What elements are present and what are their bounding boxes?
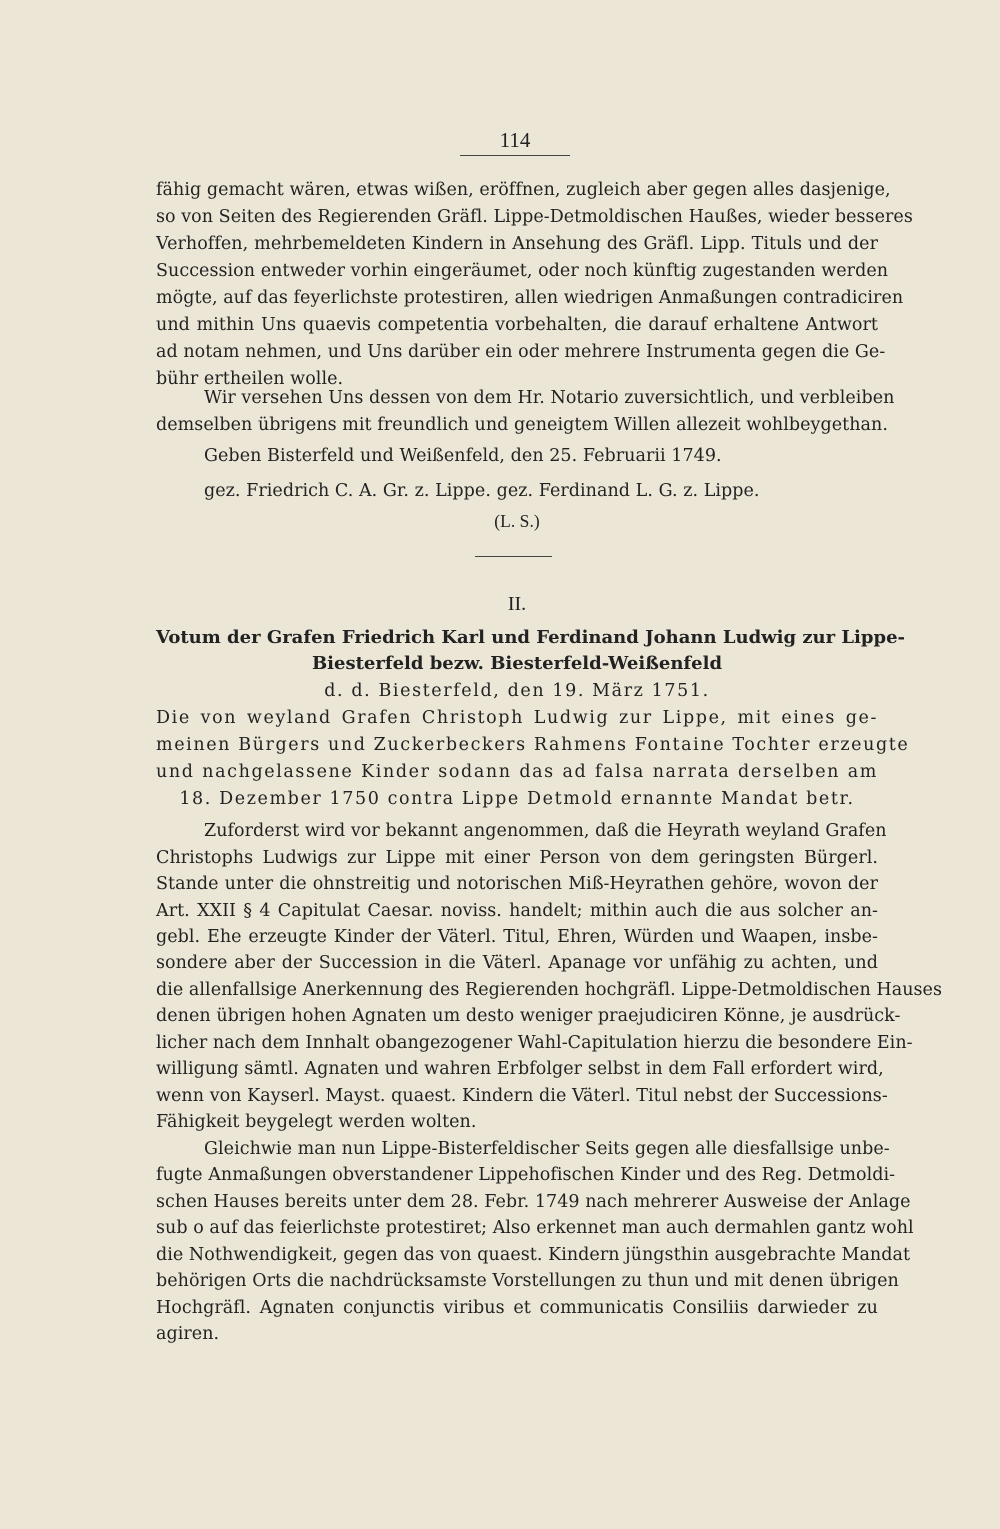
text-line: mögte, auf das feyerlichste protestiren, allen wiedrigen Anmaßungen contradiciren [156,288,904,308]
text-line: fähig gemacht wären, etwas wißen, eröffnen, zugleich aber gegen alles dasjenige, [156,180,891,200]
text-line: schen Hauses bereits unter dem 28. Febr. 1749 nach mehrerer Ausweise der Anlage [156,1192,911,1212]
subject-line: und nachgelassene Kinder sodann das ad falsa narrata derselben am [156,762,878,782]
text-line: sondere aber der Succession in die Väterl. Apanage vor unfähig zu achten, und [156,953,878,973]
section-heading: Biesterfeld bezw. Biesterfeld-Weißenfeld [311,653,723,674]
section-divider [475,556,552,557]
text-line: Gleichwie man nun Lippe-Bisterfeldischer Seits gegen alle diesfallsige unbe- [204,1139,890,1159]
seal-mark: (L. S.) [494,511,540,531]
text-line: Hochgräfl. Agnaten conjunctis viribus et communicatis Consiliis darwieder zu [156,1298,878,1318]
text-line: die Nothwendigkeit, gegen das von quaest. Kindern jüngsthin ausgebrachte Mandat [156,1245,911,1265]
subject-line: Die von weyland Grafen Christoph Ludwig zur Lippe, mit eines ge- [156,708,878,728]
text-line: behörigen Orts die nachdrücksamste Vorstellungen zu thun und mit denen übrigen [156,1271,899,1291]
text-line: Succession entweder vorhin eingeräumet, oder noch künftig zugestanden werden [156,261,889,281]
text-line: Stande unter die ohnstreitig und notorischen Miß-Heyrathen gehöre, wovon der [156,874,878,894]
text-line: die allenfallsige Anerkennung des Regierenden hochgräfl. Lippe-Detmoldischen Hauses [156,980,942,1000]
text-line: Wir versehen Uns dessen von dem Hr. Notario zuversichtlich, und verbleiben [204,388,895,408]
text-line: ad notam nehmen, und Uns darüber ein oder mehrere Instrumenta gegen die Ge- [156,342,886,362]
text-line: Zuforderst wird vor bekannt angenommen, daß die Heyrath weyland Grafen [204,821,887,841]
dateline: Geben Bisterfeld und Weißenfeld, den 25. Februarii 1749. [204,446,722,466]
text-line: gebl. Ehe erzeugte Kinder der Väterl. Titul, Ehren, Würden und Waapen, insbe- [156,927,878,947]
text-line: so von Seiten des Regierenden Gräfl. Lippe-Detmoldischen Haußes, wieder besseres [156,207,913,227]
text-line: denen übrigen hohen Agnaten um desto weniger praejudiciren Könne, je ausdrück- [156,1006,901,1026]
text-line: licher nach dem Innhalt obangezogener Wahl-Capitulation hierzu die besondere Ein- [156,1033,913,1053]
text-line: Fähigkeit beygelegt werden wolten. [156,1112,477,1132]
text-line: Verhoffen, mehrbemeldeten Kindern in Ansehung des Gräfl. Lipp. Tituls und der [156,234,878,254]
text-line: Christophs Ludwigs zur Lippe mit einer Person von dem geringsten Bürgerl. [156,848,878,868]
text-line: willigung sämtl. Agnaten und wahren Erbfolger selbst in dem Fall erfordert wird, [156,1059,884,1079]
text-line: demselben übrigens mit freundlich und geneigtem Willen allezeit wohlbeygethan. [156,415,888,435]
text-line: und mithin Uns quaevis competentia vorbehalten, die darauf erhaltene Antwort [156,315,878,335]
text-line: bühr ertheilen wolle. [156,369,344,389]
subject-line: meinen Bürgers und Zuckerbeckers Rahmens Fontaine Tochter erzeugte [156,735,910,755]
section-heading: Votum der Grafen Friedrich Karl und Ferdinand Johann Ludwig zur Lippe- [156,627,905,648]
page-number-rule [460,155,570,156]
text-line: wenn von Kayserl. Mayst. quaest. Kindern die Väterl. Titul nebst der Successions- [156,1086,888,1106]
text-line: fugte Anmaßungen obverstandener Lippehofischen Kinder und des Reg. Detmoldi- [156,1165,896,1185]
text-line: sub o auf das feierlichste protestiret; Also erkennet man auch dermahlen gantz wohl [156,1218,914,1238]
subject-line: 18. Dezember 1750 contra Lippe Detmold ernannte Mandat betr. [179,789,855,809]
text-line: agiren. [156,1324,220,1344]
section-date: d. d. Biesterfeld, den 19. März 1751. [324,681,710,701]
text-line: Art. XXII § 4 Capitulat Caesar. noviss. handelt; mithin auch die aus solcher an- [156,901,878,921]
signatures: gez. Friedrich C. A. Gr. z. Lippe. gez. Ferdinand L. G. z. Lippe. [204,481,760,501]
section-number: II. [507,593,527,615]
page-number: 114 [499,128,531,152]
